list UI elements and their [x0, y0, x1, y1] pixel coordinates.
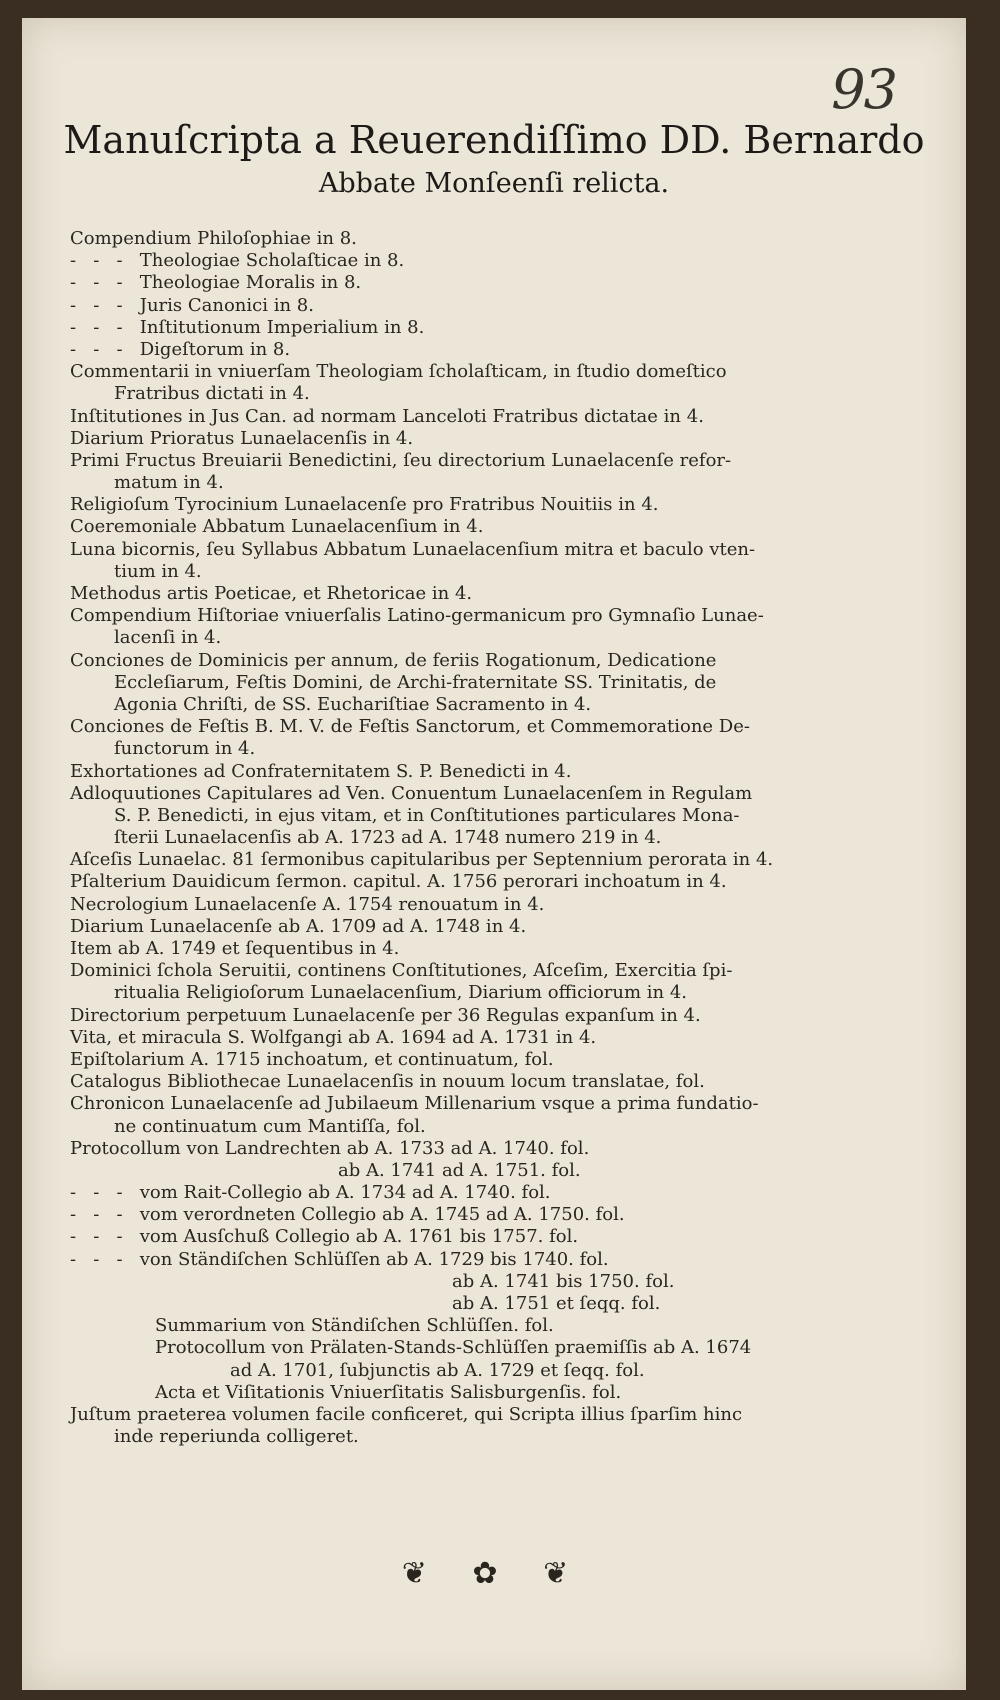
list-line: - - - von Ständiſchen Schlüſſen ab A. 1729 bis 1740. fol. — [70, 1248, 609, 1270]
list-line: tium in 4. — [114, 560, 202, 582]
list-line: Diarium Lunaelacenſe ab A. 1709 ad A. 1748 in 4. — [70, 915, 527, 937]
list-line: Luna bicornis, ſeu Syllabus Abbatum Lunaelacenſium mitra et baculo vten- — [70, 538, 756, 560]
list-line: Directorium perpetuum Lunaelacenſe per 36 Regulas expanſum in 4. — [70, 1004, 701, 1026]
list-line: Catalogus Bibliothecae Lunaelacenſis in nouum locum translatae, fol. — [70, 1071, 705, 1093]
list-line: Item ab A. 1749 et ſequentibus in 4. — [70, 938, 400, 959]
list-line: - - - Digeſtorum in 8. — [70, 338, 291, 360]
list-line: - - - Theologiae Moralis in 8. — [70, 272, 362, 294]
list-line: Necrologium Lunaelacenſe A. 1754 renouatum in 4. — [70, 893, 545, 915]
list-line: ſterii Lunaelacenſis ab A. 1723 ad A. 1748 numero 219 in 4. — [114, 827, 662, 849]
list-line: - - - Juris Canonici in 8. — [70, 294, 314, 316]
list-line: Fratribus dictati in 4. — [114, 383, 310, 405]
list-line: ritualia Religioſorum Lunaelacenſium, Diarium officiorum in 4. — [114, 982, 688, 1004]
list-line: Exhortationes ad Confraternitatem S. P. Benedicti in 4. — [70, 760, 572, 782]
list-line: Commentarii in vniuerſam Theologiam ſcholaſticam, in ſtudio domeſtico — [70, 361, 727, 383]
list-line: Conciones de Feſtis B. M. V. de Feſtis Sanctorum, et Commemoratione De- — [70, 716, 750, 738]
list-line: lacenſi in 4. — [114, 627, 222, 649]
list-line: Epiſtolarium A. 1715 inchoatum, et continuatum, fol. — [70, 1048, 554, 1070]
list-line: Compendium Hiſtoriae vniuerſalis Latino-germanicum pro Gymnaſio Lunae- — [70, 605, 764, 627]
list-line: Juſtum praeterea volumen facile conficeret, qui Scripta illius ſparſim hinc — [70, 1403, 743, 1425]
manuscript-page — [22, 18, 966, 1690]
list-line: ab A. 1741 bis 1750. fol. — [452, 1270, 675, 1292]
folio-number: 93 — [831, 58, 896, 121]
list-line: Eccleſiarum, Feſtis Domini, de Archi-fraternitate SS. Trinitatis, de — [114, 671, 717, 693]
list-line: functorum in 4. — [114, 738, 256, 760]
list-line: Inſtitutiones in Jus Can. ad normam Lanceloti Fratribus dictatae in 4. — [70, 405, 704, 427]
list-line: matum in 4. — [114, 472, 224, 494]
list-line: ab A. 1751 et ſeqq. fol. — [452, 1293, 661, 1314]
list-line: ab A. 1741 ad A. 1751. fol. — [338, 1159, 581, 1181]
list-line: - - - Inſtitutionum Imperialium in 8. — [70, 316, 425, 338]
page-subtitle: Abbate Monſeenſi relicta. — [318, 168, 670, 199]
list-line: Dominici ſchola Seruitii, continens Conſtitutiones, Aſceſim, Exercitia ſpi- — [70, 960, 733, 982]
list-line: Aſceſis Lunaelac. 81 ſermonibus capitularibus per Septennium perorata in 4. — [70, 849, 774, 871]
list-line: Protocollum von Landrechten ab A. 1733 ad A. 1740. fol. — [70, 1137, 590, 1159]
list-line: ad A. 1701, ſubjunctis ab A. 1729 et ſeqq. fol. — [230, 1359, 645, 1381]
list-line: Primi Fructus Breuiarii Benedictini, ſeu directorium Lunaelacenſe refor- — [70, 449, 732, 471]
list-line: Protocollum von Prälaten-Stands-Schlüſſen praemiſſis ab A. 1674 — [155, 1337, 752, 1359]
list-line: Adloquutiones Capitulares ad Ven. Conuentum Lunaelacenſem in Regulam — [70, 782, 753, 804]
list-line: ne continuatum cum Mantiſſa, fol. — [114, 1115, 426, 1137]
list-line: Methodus artis Poeticae, et Rhetoricae in 4. — [70, 583, 473, 604]
ornament-divider: ❦ ✿ ❦ — [401, 1556, 587, 1591]
list-line: Chronicon Lunaelacenſe ad Jubilaeum Millenarium vsque a prima fundatio- — [70, 1093, 759, 1115]
list-line: Religioſum Tyrocinium Lunaelacenſe pro Fratribus Nouitiis in 4. — [70, 494, 659, 516]
page-title: Manuſcripta a Reuerendiſſimo DD. Bernardo — [63, 118, 925, 162]
list-line: Diarium Prioratus Lunaelacenſis in 4. — [70, 427, 414, 449]
manuscript-list — [70, 228, 890, 1448]
list-line: Pſalterium Dauidicum ſermon. capitul. A. 1756 perorari inchoatum in 4. — [70, 871, 727, 893]
list-line: - - - vom verordneten Collegio ab A. 1745 ad A. 1750. fol. — [70, 1204, 625, 1226]
list-line: - - - vom Rait-Collegio ab A. 1734 ad A. 1740. fol. — [70, 1182, 551, 1204]
list-line: inde reperiunda colligeret. — [114, 1426, 359, 1448]
list-line: S. P. Benedicti, in ejus vitam, et in Conſtitutiones particulares Mona- — [114, 804, 740, 826]
list-line: Acta et Viſitationis Vniuerſitatis Salisburgenſis. fol. — [155, 1381, 622, 1403]
list-line: Conciones de Dominicis per annum, de feriis Rogationum, Dedicatione — [70, 649, 717, 671]
list-line: - - - vom Ausſchuß Collegio ab A. 1761 bis 1757. fol. — [70, 1226, 579, 1248]
list-line: Coeremoniale Abbatum Lunaelacenſium in 4. — [70, 516, 484, 538]
list-line: - - - Theologiae Scholaſticae in 8. — [70, 250, 405, 272]
list-line: Agonia Chriſti, de SS. Euchariſtiae Sacramento in 4. — [114, 693, 592, 715]
list-line: Vita, et miracula S. Wolfgangi ab A. 1694 ad A. 1731 in 4. — [70, 1026, 597, 1048]
list-line: Summarium von Ständiſchen Schlüſſen. fol. — [155, 1315, 554, 1337]
list-line: Compendium Philoſophiae in 8. — [70, 228, 357, 249]
